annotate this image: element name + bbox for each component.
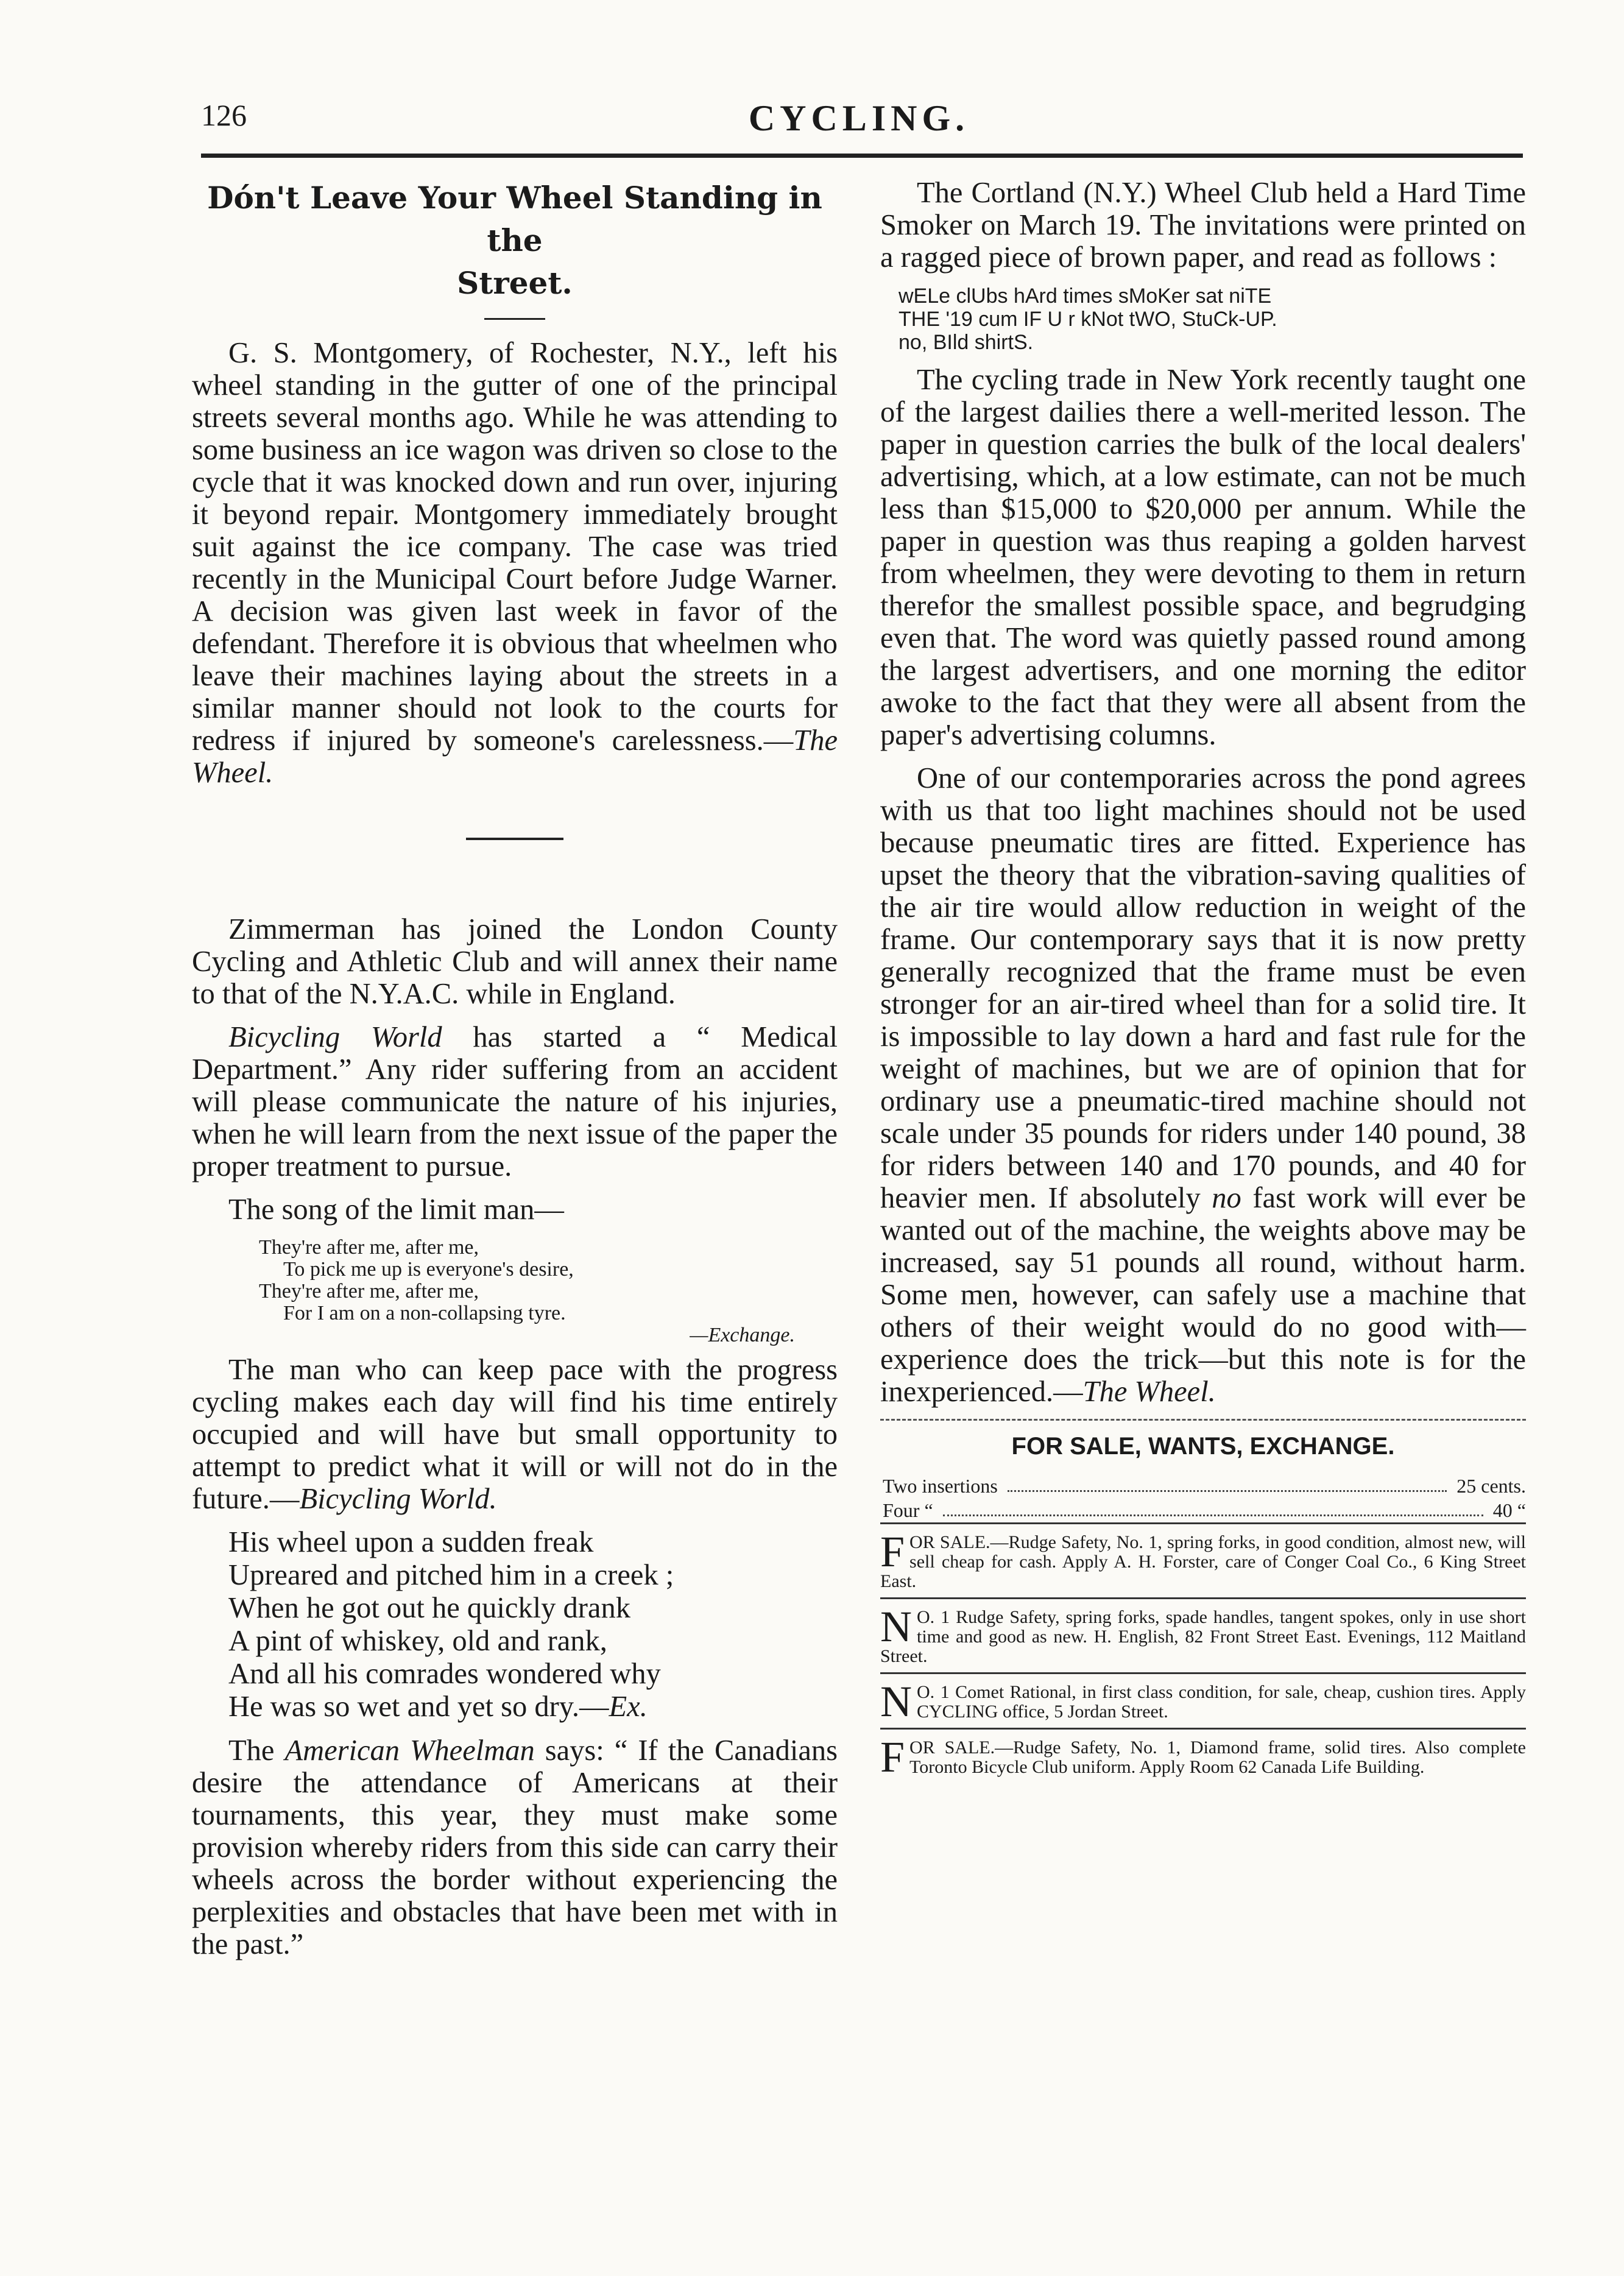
contemporaries-paragraph: One of our contemporaries across the pond agrees with us that too light machines should not be used because pneumatic tires are fitted. Experience has upset the theory that the vibration-saving qualities of the air tire would allow reduction in weight of the frame. Our contemporary says that it is now pretty generally recognized that the frame must be even stronger for an air-tired wheel than for a solid tire. It is impossible to lay down a hard and fast rule for the weight of machines, but we are of opinion that for ordinary use a pneumatic-tired machine should not scale under 35 pounds for riders under 140 pound, 38 for riders between 140 and 170 pounds, and 40 for heavier men. If absolutely no fast work will ever be wanted out of the machine, the weights above may be increased, say 51 pounds all round, without harm. Some men, however, can safely use a machine that others of their weight would do no good with—experience does the trick—but this note is for the inexperienced.—The Wheel. xyxy=(880,762,1526,1408)
title-rule xyxy=(484,318,545,320)
section-divider xyxy=(466,838,563,840)
classified-ad: FOR SALE.—Rudge Safety, No. 1, Diamond frame, solid tires. Also complete Toronto Bicycle Club uniform. Apply Room 62 Canada Life Building. xyxy=(880,1728,1526,1783)
cortland-paragraph: The Cortland (N.Y.) Wheel Club held a Hard Time Smoker on March 19. The invitations were printed on a ragged piece of brown paper, and read as follows : xyxy=(880,177,1526,274)
classified-ad: N O. 1 Comet Rational, in first class condition, for sale, cheap, cushion tires. Apply CYCLING office, 5 Jordan Street. xyxy=(880,1672,1526,1728)
classified-ad: FOR SALE.—Rudge Safety, No. 1, spring forks, in good condition, almost new, will sell cheap for cash. Apply A. H. Forster, care of Conger Coal Co., 6 King Street East. xyxy=(880,1522,1526,1597)
trade-paragraph: The cycling trade in New York recently taught one of the largest dailies there a well-merited lesson. The paper in question carries the bulk of the local dealers' advertising, which, at a low estimate, can not be much less than $15,000 to $20,000 per annum. While the paper in question was thus reaping a golden harvest from wheelmen, they were devoting to them in return therefor the smallest possible space, and begrudging even that. The word was quietly passed round among the largest advertisers, and one morning the editor awoke to the fact that they were all absent from the paper's advertising columns. xyxy=(880,364,1526,751)
classified-ad: N O. 1 Rudge Safety, spring forks, spade handles, tangent spokes, only in use short time and good as new. H. English, 82 Front Street East. Evenings, 112 Maitland Street. xyxy=(880,1597,1526,1672)
montgomery-paragraph: G. S. Montgomery, of Rochester, N.Y., left his wheel standing in the gutter of one of the principal streets several months ago. While he was attending to some business an ice wagon was driven so close to the cycle that it was knocked down and run over, injuring it beyond repair. Montgomery immediately brought suit against the ice company. The case was tried recently in the Municipal Court before Judge Warner. A decision was given last week in favor of the defendant. Therefore it is obvious that wheelmen who leave their machines laying about the streets in a similar manner should not look to the courts for redress if injured by someone's carelessness.—The Wheel. xyxy=(192,337,838,789)
invitation-text: wELe clUbs hArd times sMoKer sat niTE THE '19 cum IF U r kNot tWO, StuCk-UP. no, BIld shirtS. xyxy=(898,284,1277,354)
header-rule xyxy=(201,154,1523,158)
journal-title: CYCLING. xyxy=(748,98,970,138)
whiskey-poem: His wheel upon a sudden freak Upreared and pitched him in a creek ; When he got out he quickly drank A pint of whiskey, old and rank, And all his comrades wondered why He was so wet and yet so dry.—Ex. xyxy=(228,1526,674,1723)
limit-man-verse: They're after me, after me, To pick me up is everyone's desire, They're after me, after me, For I am on a non-collapsing tyre. —Exchange. xyxy=(259,1236,795,1346)
american-wheelman-paragraph: The American Wheelman says: “ If the Canadians desire the attendance of Americans at their tournaments, this year, they must make some provision whereby riders from this side can carry their wheels across the border without experiencing the perplexities and obstacles that have been met with in the past.” xyxy=(192,1734,838,1960)
bicycling-world-paragraph: Bicycling World has started a “ Medical Department.” Any rider suffering from an accident will please communicate the nature of his injuries, when he will learn from the next issue of the paper the proper treatment to pursue. xyxy=(192,1021,838,1182)
zimmerman-paragraph: Zimmerman has joined the London County Cycling and Athletic Club and will annex their name to that of the N.Y.A.C. while in England. xyxy=(192,913,838,1010)
pace-paragraph: The man who can keep pace with the progress cycling makes each day will find his time entirely occupied and will have but small opportunity to attempt to predict what it will or will not do in the future.—Bicycling World. xyxy=(192,1354,838,1515)
article-title: Dón't Leave Your Wheel Standing in the Street. xyxy=(207,180,822,301)
classifieds-divider xyxy=(880,1419,1526,1421)
classifieds-title: FOR SALE, WANTS, EXCHANGE. xyxy=(1011,1433,1395,1460)
right-column xyxy=(880,177,1526,1783)
rate-row: Two insertions 25 cents. xyxy=(883,1475,1526,1497)
left-column xyxy=(192,177,838,1971)
page-header xyxy=(201,97,1517,146)
page-number: 126 xyxy=(201,98,247,132)
limit-man-intro: The song of the limit man— xyxy=(228,1193,564,1226)
rate-row: Four “ 40 “ xyxy=(883,1499,1526,1521)
